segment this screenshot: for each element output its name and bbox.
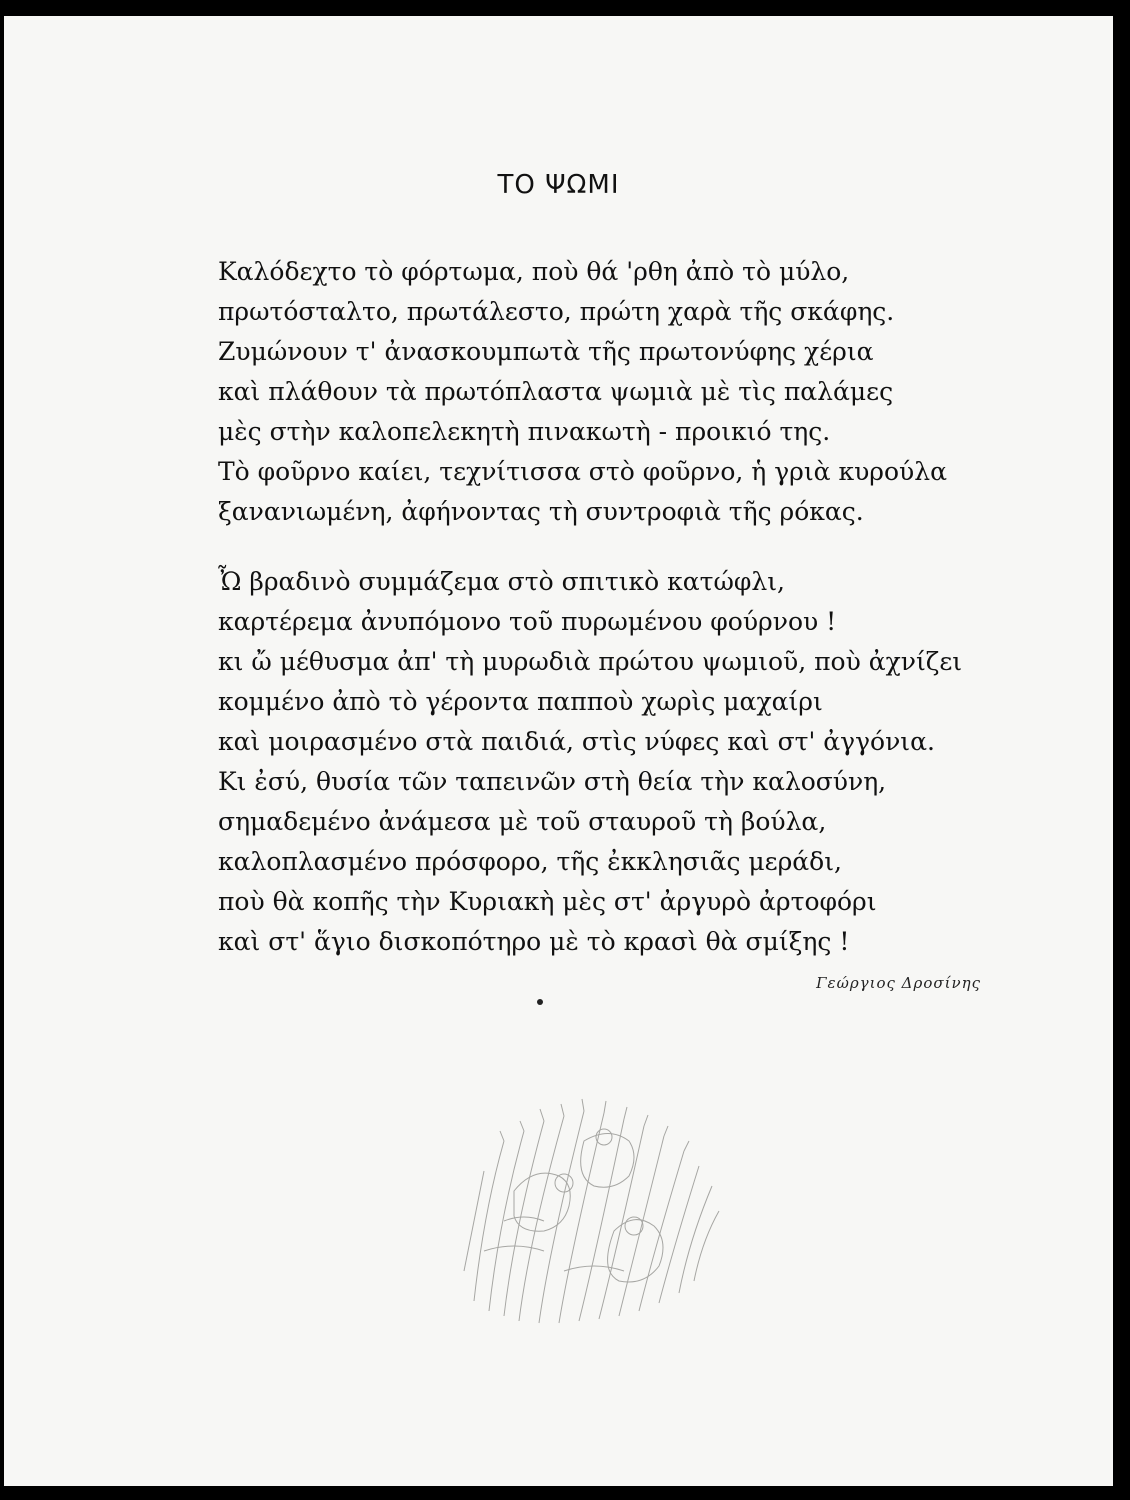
poem-line: Κι ἐσύ, θυσία τῶν ταπεινῶν στὴ θεία τὴν καλοσύνη, <box>218 767 887 796</box>
wheat-field-harvesters-illustration <box>444 1071 734 1331</box>
poem-line: καὶ μοιρασμένο στὰ παιδιά, στὶς νύφες καὶ στ' ἀγγόνια. <box>218 727 935 756</box>
poem-line: καὶ πλάθουν τὰ πρωτόπλαστα ψωμιὰ μὲ τὶς παλάμες <box>218 377 894 406</box>
poem-line: σημαδεμένο ἀνάμεσα μὲ τοῦ σταυροῦ τὴ βούλα, <box>218 807 827 836</box>
show-through-text <box>764 144 771 169</box>
poem-line: μὲς στὴν καλοπελεκητὴ πινακωτὴ - προικιό της. <box>218 417 831 446</box>
poem-line: Ζυμώνουν τ' ἀνασκουμπωτὰ τῆς πρωτονύφης χέρια <box>218 337 874 366</box>
poem-line: Καλόδεχτο τὸ φόρτωμα, ποὺ θά 'ρθη ἀπὸ τὸ μύλο, <box>218 257 850 286</box>
stanza-1 <box>218 252 947 532</box>
poem-line: καλοπλασμένο πρόσφορο, τῆς ἐκκλησιᾶς μεράδι, <box>218 847 842 876</box>
poem-line: κομμένο ἀπὸ τὸ γέροντα παπποὺ χωρὶς μαχαίρι <box>218 687 823 716</box>
page <box>4 16 1113 1486</box>
author-signature: Γεώργιος Δροσίνης <box>816 974 981 992</box>
poem-line: ποὺ θὰ κοπῆς τὴν Κυριακὴ μὲς στ' ἀργυρὸ ἀρτοφόρι <box>218 887 877 916</box>
poem-line: καρτέρεμα ἀνυπόμονο τοῦ πυρωμένου φούρνου ! <box>218 607 837 636</box>
poem-line: Ὦ βραδινὸ συμμάζεμα στὸ σπιτικὸ κατώφλι, <box>218 567 785 596</box>
stanza-2 <box>218 562 962 962</box>
poem-line: Τὸ φοῦρνο καίει, τεχνίτισσα στὸ φοῦρνο, ἡ γριὰ κυρούλα <box>218 457 947 486</box>
poem-title: ΤΟ ΨΩΜΙ <box>497 170 620 200</box>
poem-line: κι ὤ μέθυσμα ἀπ' τὴ μυρωδιὰ πρώτου ψωμιοῦ, ποὺ ἀχνίζει <box>218 647 963 676</box>
poem-line: πρωτόσταλτο, πρωτάλεστο, πρώτη χαρὰ τῆς σκάφης. <box>218 297 895 326</box>
dot-ornament <box>537 999 543 1005</box>
poem-line: ξανανιωμένη, ἀφήνοντας τὴ συντροφιὰ τῆς ρόκας. <box>218 497 864 526</box>
poem-line: καὶ στ' ἅγιο δισκοπότηρο μὲ τὸ κρασὶ θὰ σμίξης ! <box>218 927 850 956</box>
